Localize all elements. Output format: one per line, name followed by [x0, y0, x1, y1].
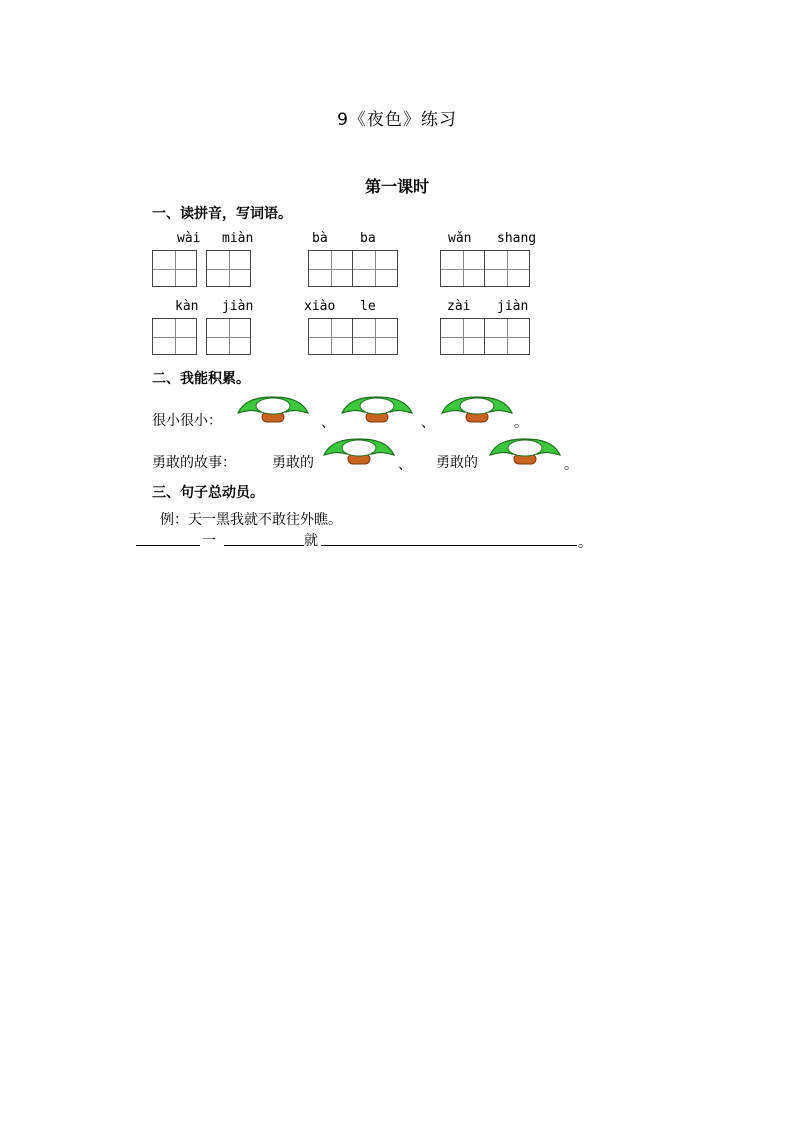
mushroom-answer-box-1[interactable] [236, 396, 310, 426]
writing-grid-waimian-2[interactable] [206, 250, 251, 287]
separator-1: 、 [321, 415, 335, 431]
pinyin-ba2: ba [360, 231, 376, 246]
section-1-heading: 一、读拼音，写词语。 [152, 206, 292, 222]
pinyin-zai: zài [447, 299, 471, 314]
section-3-heading: 三、句子总动员。 [152, 485, 264, 501]
pinyin-mian: miàn [222, 231, 254, 246]
writing-grid-xiaole[interactable] [308, 318, 398, 355]
pinyin-ba: bà [312, 231, 328, 246]
accumulate-label-small: 很小很小： [152, 413, 222, 429]
mushroom-answer-box-4[interactable] [322, 438, 396, 468]
pinyin-kan: kàn [175, 299, 199, 314]
writing-grid-kanjian-1[interactable] [152, 318, 197, 355]
writing-grid-baba[interactable] [308, 250, 398, 287]
answer-line-3[interactable] [321, 545, 577, 546]
section-2-heading: 二、我能积累。 [152, 371, 250, 387]
writing-grid-waimian-1[interactable] [152, 250, 197, 287]
writing-grid-kanjian-2[interactable] [206, 318, 251, 355]
separator-2: 、 [421, 415, 435, 431]
pinyin-shang: shang [497, 231, 537, 246]
pinyin-wan: wǎn [448, 231, 472, 246]
sentence-yi: 一 [202, 533, 216, 549]
lesson-subtitle: 第一课时 [364, 177, 429, 196]
pinyin-xiao: xiào [304, 299, 336, 314]
answer-line-1[interactable] [136, 545, 200, 546]
accumulate-label-brave-story: 勇敢的故事： [152, 455, 236, 471]
brave-label-2: 勇敢的 [436, 455, 478, 471]
pinyin-wai: wài [177, 231, 201, 246]
mushroom-answer-box-5[interactable] [488, 438, 562, 468]
sentence-end-period: 。 [578, 535, 592, 551]
pinyin-jian2: jiàn [497, 299, 529, 314]
brave-label-1: 勇敢的 [272, 455, 314, 471]
period-2: 。 [564, 457, 578, 473]
mushroom-answer-box-2[interactable] [340, 396, 414, 426]
sentence-jiu: 就 [304, 533, 318, 549]
example-sentence: 例：天一黑我就不敢往外瞧。 [160, 512, 342, 528]
pinyin-jian: jiàn [222, 299, 254, 314]
writing-grid-zaijian[interactable] [440, 318, 530, 355]
pinyin-le: le [360, 299, 376, 314]
page-title: 9《夜色》练习 [337, 110, 457, 130]
mushroom-answer-box-3[interactable] [440, 396, 514, 426]
period-1: 。 [514, 415, 528, 431]
answer-line-2[interactable] [224, 545, 304, 546]
separator-3: 、 [398, 457, 412, 473]
writing-grid-wanshang[interactable] [440, 250, 530, 287]
